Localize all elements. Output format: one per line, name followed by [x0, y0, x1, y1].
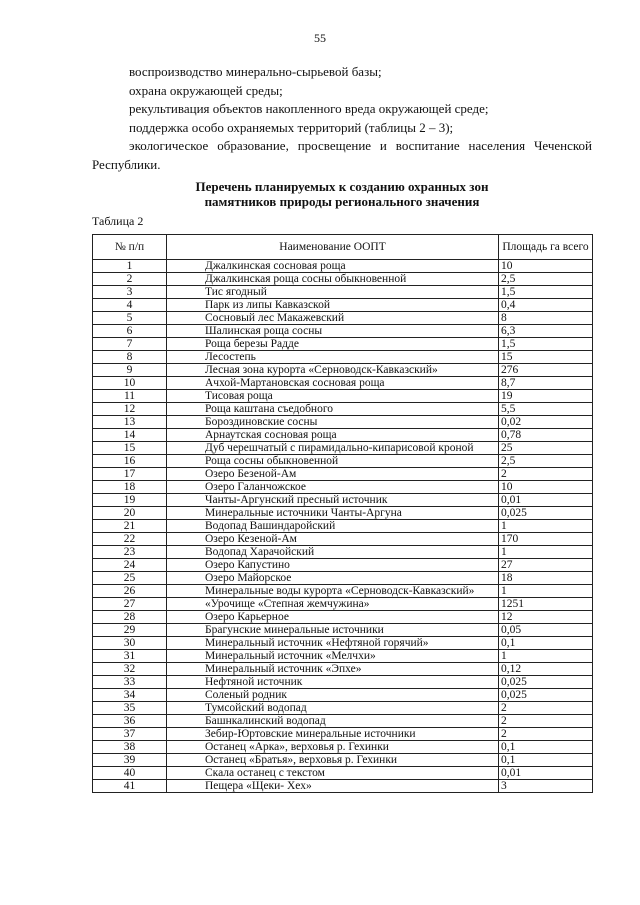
oopt-table — [92, 234, 593, 793]
row-area: 2,5 — [499, 273, 593, 286]
row-area: 12 — [499, 611, 593, 624]
table-row — [93, 325, 593, 338]
row-area: 0,1 — [499, 637, 593, 650]
row-name: Водопад Харачойский — [167, 546, 499, 559]
row-number: 25 — [93, 572, 167, 585]
row-number: 40 — [93, 767, 167, 780]
row-area: 2 — [499, 728, 593, 741]
table-row — [93, 390, 593, 403]
row-number: 11 — [93, 390, 167, 403]
row-number: 1 — [93, 260, 167, 273]
row-number: 31 — [93, 650, 167, 663]
row-number: 23 — [93, 546, 167, 559]
table-row — [93, 624, 593, 637]
row-area: 1 — [499, 650, 593, 663]
table-row — [93, 481, 593, 494]
row-name: Тумсойский водопад — [167, 702, 499, 715]
table-row — [93, 598, 593, 611]
row-number: 35 — [93, 702, 167, 715]
row-number: 20 — [93, 507, 167, 520]
table-row — [93, 351, 593, 364]
paragraph: рекультивация объектов накопленного вреда окружающей среде; — [129, 101, 489, 117]
row-number: 24 — [93, 559, 167, 572]
row-name: Тисовая роща — [167, 390, 499, 403]
row-area: 1,5 — [499, 338, 593, 351]
row-area: 6,3 — [499, 325, 593, 338]
table-row — [93, 468, 593, 481]
table-row — [93, 585, 593, 598]
row-number: 21 — [93, 520, 167, 533]
row-area: 2 — [499, 715, 593, 728]
row-name: Озеро Кезеной-Ам — [167, 533, 499, 546]
table-row — [93, 650, 593, 663]
table-row — [93, 338, 593, 351]
row-name: Озеро Галанчожское — [167, 481, 499, 494]
row-number: 28 — [93, 611, 167, 624]
row-area: 27 — [499, 559, 593, 572]
table-row — [93, 520, 593, 533]
table-row — [93, 364, 593, 377]
row-area: 0,025 — [499, 676, 593, 689]
row-name: Джалкинская сосновая роща — [167, 260, 499, 273]
row-name: Минеральные воды курорта «Серноводск-Кавказский» — [167, 585, 499, 598]
table-row — [93, 780, 593, 793]
table-row — [93, 312, 593, 325]
row-area: 2 — [499, 702, 593, 715]
row-name: Минеральный источник «Эпхе» — [167, 663, 499, 676]
row-area: 0,12 — [499, 663, 593, 676]
table-row — [93, 260, 593, 273]
row-number: 27 — [93, 598, 167, 611]
row-name: Брагунские минеральные источники — [167, 624, 499, 637]
row-name: Лесостепь — [167, 351, 499, 364]
table-header-row — [93, 235, 593, 260]
table-row — [93, 403, 593, 416]
row-area: 0,4 — [499, 299, 593, 312]
row-number: 3 — [93, 286, 167, 299]
paragraph: поддержка особо охраняемых территорий (таблицы 2 – 3); — [129, 119, 454, 135]
row-number: 19 — [93, 494, 167, 507]
table-row — [93, 663, 593, 676]
row-area: 0,025 — [499, 689, 593, 702]
row-number: 18 — [93, 481, 167, 494]
row-area: 8,7 — [499, 377, 593, 390]
row-number: 9 — [93, 364, 167, 377]
row-number: 7 — [93, 338, 167, 351]
table-row — [93, 546, 593, 559]
row-area: 0,01 — [499, 494, 593, 507]
page-number: 55 — [314, 31, 326, 45]
row-name: Минеральный источник «Мелчхи» — [167, 650, 499, 663]
body-text — [92, 63, 592, 175]
table-row — [93, 715, 593, 728]
row-area: 0,02 — [499, 416, 593, 429]
row-name: Зебир-Юртовские минеральные источники — [167, 728, 499, 741]
row-area: 0,01 — [499, 767, 593, 780]
row-number: 4 — [93, 299, 167, 312]
row-area: 18 — [499, 572, 593, 585]
paragraph: охрана окружающей среды; — [129, 82, 283, 98]
row-name: Башнкалинский водопад — [167, 715, 499, 728]
table-row — [93, 429, 593, 442]
table-row — [93, 377, 593, 390]
row-area: 15 — [499, 351, 593, 364]
row-area: 1251 — [499, 598, 593, 611]
row-name: Останец «Арка», верховья р. Гехинки — [167, 741, 499, 754]
header-name: Наименование ООПТ — [167, 235, 499, 260]
table-row — [93, 533, 593, 546]
row-name: Минеральный источник «Нефтяной горячий» — [167, 637, 499, 650]
row-area: 8 — [499, 312, 593, 325]
row-number: 30 — [93, 637, 167, 650]
table-row — [93, 767, 593, 780]
row-area: 0,05 — [499, 624, 593, 637]
row-name: Ачхой-Мартановская сосновая роща — [167, 377, 499, 390]
section-title-line: памятников природы регионального значения — [204, 194, 480, 209]
row-number: 32 — [93, 663, 167, 676]
table-row — [93, 611, 593, 624]
table-row — [93, 728, 593, 741]
row-name: Озеро Карьерное — [167, 611, 499, 624]
row-name: Арнаутская сосновая роща — [167, 429, 499, 442]
row-name: Озеро Капустино — [167, 559, 499, 572]
row-name: Роща березы Радде — [167, 338, 499, 351]
row-name: Пещера «Щеки- Хех» — [167, 780, 499, 793]
row-number: 34 — [93, 689, 167, 702]
table-row — [93, 299, 593, 312]
row-name: Сосновый лес Макажевский — [167, 312, 499, 325]
row-number: 33 — [93, 676, 167, 689]
row-name: Дуб черешчатый с пирамидально-кипарисовой кроной — [167, 442, 499, 455]
row-number: 37 — [93, 728, 167, 741]
table-row — [93, 702, 593, 715]
row-number: 6 — [93, 325, 167, 338]
row-name: Озеро Майорское — [167, 572, 499, 585]
header-area: Площадь га всего — [499, 235, 593, 260]
row-area: 0,78 — [499, 429, 593, 442]
row-name: Джалкинская роща сосны обыкновенной — [167, 273, 499, 286]
row-name: Роща каштана съедобного — [167, 403, 499, 416]
row-area: 5,5 — [499, 403, 593, 416]
row-number: 16 — [93, 455, 167, 468]
table-row — [93, 507, 593, 520]
table-row — [93, 637, 593, 650]
row-area: 1 — [499, 520, 593, 533]
table-label: Таблица 2 — [92, 214, 144, 228]
row-area: 10 — [499, 260, 593, 273]
table-row — [93, 494, 593, 507]
row-area: 1,5 — [499, 286, 593, 299]
table-body — [93, 260, 593, 793]
row-number: 41 — [93, 780, 167, 793]
row-name: Шалинская роща сосны — [167, 325, 499, 338]
table-row — [93, 559, 593, 572]
row-name: Останец «Братья», верховья р. Гехинки — [167, 754, 499, 767]
table-row — [93, 286, 593, 299]
row-name: Озеро Безеной-Ам — [167, 468, 499, 481]
row-area: 0,025 — [499, 507, 593, 520]
row-number: 13 — [93, 416, 167, 429]
row-number: 36 — [93, 715, 167, 728]
table-row — [93, 442, 593, 455]
table-row — [93, 754, 593, 767]
row-name: Скала останец с текстом — [167, 767, 499, 780]
table-row — [93, 689, 593, 702]
row-area: 2,5 — [499, 455, 593, 468]
section-title-line: Перечень планируемых к созданию охранных зон — [195, 179, 489, 194]
row-number: 17 — [93, 468, 167, 481]
row-name: Нефтяной источник — [167, 676, 499, 689]
table-row — [93, 676, 593, 689]
row-name: Соленый родник — [167, 689, 499, 702]
row-area: 19 — [499, 390, 593, 403]
row-name: Роща сосны обыкновенной — [167, 455, 499, 468]
row-number: 14 — [93, 429, 167, 442]
section-title — [92, 179, 592, 209]
table-row — [93, 273, 593, 286]
row-number: 38 — [93, 741, 167, 754]
row-number: 29 — [93, 624, 167, 637]
row-area: 1 — [499, 546, 593, 559]
row-number: 5 — [93, 312, 167, 325]
row-area: 0,1 — [499, 741, 593, 754]
row-area: 25 — [499, 442, 593, 455]
table-row — [93, 455, 593, 468]
row-name: «Урочище «Степная жемчужина» — [167, 598, 499, 611]
row-number: 15 — [93, 442, 167, 455]
table-row — [93, 572, 593, 585]
row-name: Водопад Вашиндаройский — [167, 520, 499, 533]
paragraph: экологическое образование, просвещение и воспитание населения Чеченской Республики. — [92, 138, 592, 172]
row-name: Парк из липы Кавказской — [167, 299, 499, 312]
row-number: 2 — [93, 273, 167, 286]
table-row — [93, 741, 593, 754]
row-name: Бороздиновские сосны — [167, 416, 499, 429]
row-number: 8 — [93, 351, 167, 364]
row-area: 0,1 — [499, 754, 593, 767]
row-name: Чанты-Аргунский пресный источник — [167, 494, 499, 507]
header-num: № п/п — [93, 235, 167, 260]
row-name: Тис ягодный — [167, 286, 499, 299]
row-number: 26 — [93, 585, 167, 598]
row-area: 1 — [499, 585, 593, 598]
row-number: 22 — [93, 533, 167, 546]
row-area: 3 — [499, 780, 593, 793]
row-area: 276 — [499, 364, 593, 377]
paragraph: воспроизводство минерально-сырьевой базы; — [129, 64, 382, 79]
row-name: Минеральные источники Чанты-Аргуна — [167, 507, 499, 520]
row-area: 10 — [499, 481, 593, 494]
row-area: 170 — [499, 533, 593, 546]
row-number: 39 — [93, 754, 167, 767]
row-name: Лесная зона курорта «Серноводск-Кавказский» — [167, 364, 499, 377]
row-number: 10 — [93, 377, 167, 390]
row-number: 12 — [93, 403, 167, 416]
row-area: 2 — [499, 468, 593, 481]
table-row — [93, 416, 593, 429]
